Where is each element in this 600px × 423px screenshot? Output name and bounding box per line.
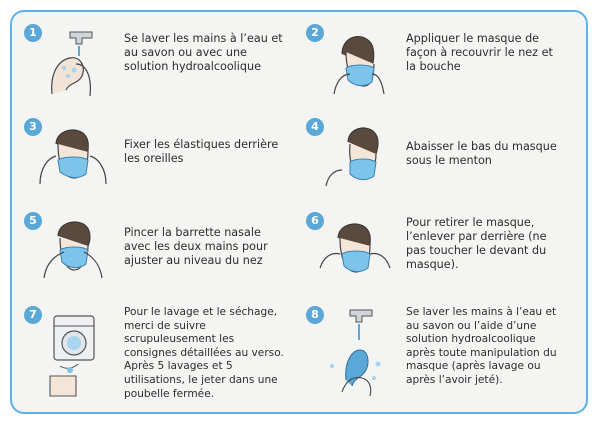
step-2-text: Appliquer le masque de façon à recouvrir le nez et la bouche: [406, 32, 553, 73]
step-1-number: 1: [24, 24, 42, 42]
elastic-ears-icon: [30, 118, 112, 196]
step-7-text: Pour le lavage et le séchage, merci de suivre scrupuleusement les consignes détaillées au verso. Après 5 lavages et 5 utilisations, le jeter dans une poubelle fermée.: [124, 306, 284, 400]
step-5-number: 5: [24, 212, 42, 230]
step-6: [298, 206, 568, 296]
step-4: [298, 112, 568, 202]
step-6-text: Pour retirer le masque, l’enlever par derrière (ne pas toucher le devant du masque).: [406, 216, 547, 271]
step-2: [298, 18, 568, 108]
step-5-text: Pincer la barrette nasale avec les deux mains pour ajuster au niveau du nez: [124, 226, 268, 267]
washing-machine-icon: [30, 306, 112, 406]
step-3-text: Fixer les élastiques derrière les oreilles: [124, 138, 279, 165]
step-8-text: Se laver les mains à l’eau et au savon ou l’aide d’une solution hydroalcoolique après toute manipulation du masque (après lavage ou après l’avoir jeté).: [406, 306, 557, 386]
step-8-number: 8: [306, 306, 324, 324]
mask-remove-icon: [312, 212, 394, 290]
step-3-number: 3: [24, 118, 42, 136]
step-1: [16, 18, 286, 108]
face-mask-apply-icon: [312, 24, 394, 102]
nose-clip-icon: [30, 212, 112, 290]
step-6-number: 6: [306, 212, 324, 230]
step-3: [16, 112, 286, 202]
hand-washing-icon: [30, 24, 112, 102]
step-4-text: Abaisser le bas du masque sous le menton: [406, 140, 557, 167]
step-4-number: 4: [306, 118, 324, 136]
step-7: [16, 300, 286, 410]
step-2-number: 2: [306, 24, 324, 42]
mask-chin-icon: [312, 118, 394, 196]
step-7-number: 7: [24, 306, 42, 324]
hand-wash-tap-icon: [312, 306, 394, 406]
step-1-text: Se laver les mains à l’eau et au savon ou avec une solution hydroalcoolique: [124, 32, 283, 73]
step-8: [298, 300, 568, 410]
instructions-card: [10, 10, 588, 414]
step-5: [16, 206, 286, 296]
